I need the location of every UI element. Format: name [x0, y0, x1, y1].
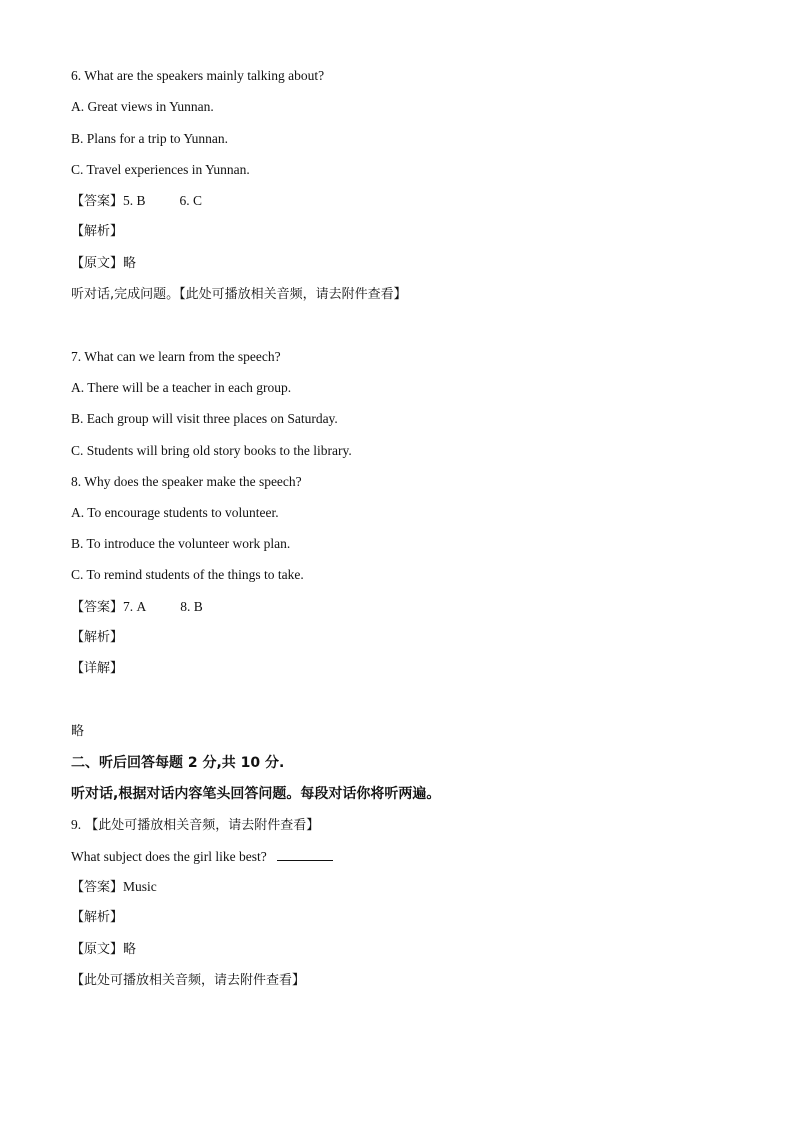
audio-attachment-note: 【此处可播放相关音频，请去附件查看】: [85, 818, 320, 833]
analysis-label-1: 【解析】: [71, 224, 124, 239]
original-text-2: [71, 942, 136, 958]
question-9-number: 9.: [71, 817, 82, 832]
original-label: 【原文】: [71, 256, 124, 271]
original-value: 略: [123, 942, 137, 957]
question-6-option-b: B. Plans for a trip to Yunnan.: [71, 131, 228, 146]
original-text-1: [71, 256, 136, 272]
question-7: 7. What can we learn from the speech?: [71, 349, 281, 364]
answer-5: 5. B: [123, 193, 146, 208]
analysis-label-2: 【解析】: [71, 630, 124, 645]
question-7-option-a: A. There will be a teacher in each group.: [71, 380, 292, 395]
audio-attachment-note-2: 【此处可播放相关音频，请去附件查看】: [71, 973, 306, 988]
answer-9-value: Music: [123, 879, 157, 894]
original-value: 略: [123, 256, 137, 271]
answer-5-6: [71, 193, 202, 210]
question-6-option-c: C. Travel experiences in Yunnan.: [71, 162, 250, 177]
listen-instruction-1: 听对话,完成问题。【此处可播放相关音频，请去附件查看】: [71, 287, 407, 302]
question-8-option-c: C. To remind students of the things to take.: [71, 567, 304, 582]
question-9: [71, 848, 333, 866]
question-8-option-a: A. To encourage students to volunteer.: [71, 505, 279, 520]
omitted-text: 略: [71, 724, 85, 739]
question-9-text: What subject does the girl like best?: [71, 849, 267, 864]
section-2-instruction: 听对话,根据对话内容笔头回答问题。每段对话你将听两遍。: [71, 786, 441, 802]
detail-label: 【详解】: [71, 661, 124, 676]
answer-label: 【答案】: [71, 880, 124, 895]
answer-7-8: [71, 599, 203, 616]
question-7-option-b: B. Each group will visit three places on Saturday.: [71, 411, 338, 426]
question-9-audio-line: [71, 817, 319, 834]
original-label: 【原文】: [71, 942, 124, 957]
question-6-option-a: A. Great views in Yunnan.: [71, 99, 214, 114]
answer-6: 6. C: [179, 193, 203, 208]
question-7-option-c: C. Students will bring old story books to the library.: [71, 443, 352, 458]
answer-blank: [277, 848, 333, 861]
answer-9: [71, 879, 157, 896]
answer-label: 【答案】: [71, 194, 124, 209]
answer-8: 8. B: [180, 599, 203, 614]
answer-7: 7. A: [123, 599, 147, 614]
question-8: 8. Why does the speaker make the speech?: [71, 474, 302, 489]
answer-label: 【答案】: [71, 600, 124, 615]
analysis-label-3: 【解析】: [71, 910, 124, 925]
question-8-option-b: B. To introduce the volunteer work plan.: [71, 536, 291, 551]
question-6: 6. What are the speakers mainly talking about?: [71, 68, 325, 83]
section-2-heading: 二、听后回答每题 2 分,共 10 分.: [71, 755, 285, 771]
